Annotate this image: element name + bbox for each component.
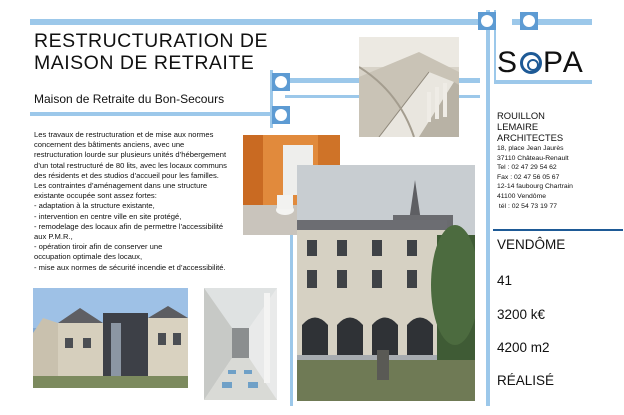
logo-text-pa: PA bbox=[543, 46, 585, 79]
description-line: d’un total restructuré de 80 lits, avec les locaux communs bbox=[34, 160, 227, 170]
fact-status: RÉALISÉ bbox=[497, 373, 555, 388]
sopa-logo bbox=[497, 46, 585, 80]
frame-bar-vertical-right bbox=[486, 10, 490, 406]
description-line: Les travaux de restructuration et de mise aux normes bbox=[34, 130, 214, 139]
architect-name bbox=[497, 110, 563, 143]
target-icon-1 bbox=[478, 12, 496, 30]
logo-target-icon bbox=[520, 52, 542, 74]
architect-line: ARCHITECTES bbox=[497, 132, 564, 143]
description-line: - intervention en centre ville en site protégé, bbox=[34, 211, 182, 221]
photo-building-facade bbox=[33, 288, 188, 388]
description-line: - remodelage des locaux afin de permettre l’accessibilité bbox=[34, 221, 224, 231]
description-line: des résidents et des studios d’accueil pour les familles. bbox=[34, 170, 219, 180]
contact-line: tél : 02 54 73 19 77 bbox=[497, 202, 558, 210]
contact-line: Fax : 02 47 56 05 67 bbox=[497, 173, 560, 181]
fact-city: VENDÔME bbox=[497, 237, 566, 252]
target-icon-4 bbox=[272, 106, 290, 124]
page-subtitle: Maison de Retraite du Bon-Secours bbox=[34, 92, 225, 106]
fact-budget: 3200 k€ bbox=[497, 307, 546, 322]
architect-line: LEMAIRE bbox=[497, 121, 539, 132]
target-icon-3 bbox=[272, 73, 290, 91]
contact-line: 18, place Jean Jaurès bbox=[497, 145, 564, 152]
frame-bar-top bbox=[30, 19, 478, 25]
page-title bbox=[34, 30, 268, 74]
logo-text-s: S bbox=[497, 46, 520, 79]
description-line: restructuration lourde sur plusieurs unités d’hébergement bbox=[34, 150, 227, 160]
title-line-1: RESTRUCTURATION DE bbox=[34, 30, 268, 52]
frame-bar-sub bbox=[30, 112, 272, 116]
title-line-2: MAISON DE RETRAITE bbox=[34, 52, 255, 74]
photo-corridor bbox=[204, 288, 277, 400]
photo-staircase bbox=[359, 37, 459, 137]
description-line: - opération tiroir afin de conserver une bbox=[34, 242, 163, 252]
contact-line: 37110 Château-Renault bbox=[497, 154, 569, 162]
architect-line: ROUILLON bbox=[497, 110, 545, 121]
contact-line: 12-14 faubourg Chartrain bbox=[497, 183, 573, 191]
description-line: concernent des bâtiments anciens, avec une bbox=[34, 140, 185, 150]
fact-area: 4200 m2 bbox=[497, 340, 550, 355]
contact-line: Tel : 02 47 29 54 62 bbox=[497, 164, 557, 172]
frame-line-right-sep bbox=[493, 229, 623, 231]
photo-cloister bbox=[297, 165, 475, 401]
target-icon-2 bbox=[520, 12, 538, 30]
description-line: - adaptation à la structure existante, bbox=[34, 201, 155, 211]
fact-department: 41 bbox=[497, 273, 513, 288]
description-line: existante occupée sont assez fortes: bbox=[34, 191, 157, 201]
project-description bbox=[34, 130, 249, 273]
description-line: aux P.M.R., bbox=[34, 232, 73, 242]
architect-contact bbox=[497, 144, 573, 211]
contact-line: 41100 Vendôme bbox=[497, 192, 547, 200]
frame-bar-logo-under bbox=[494, 80, 592, 84]
description-line: - mise aux normes de sécurité incendie et d’accessibilité. bbox=[34, 262, 226, 272]
description-line: Les contraintes d’aménagement dans une structure bbox=[34, 181, 208, 191]
description-line: occupation optimale des locaux, bbox=[34, 252, 143, 262]
